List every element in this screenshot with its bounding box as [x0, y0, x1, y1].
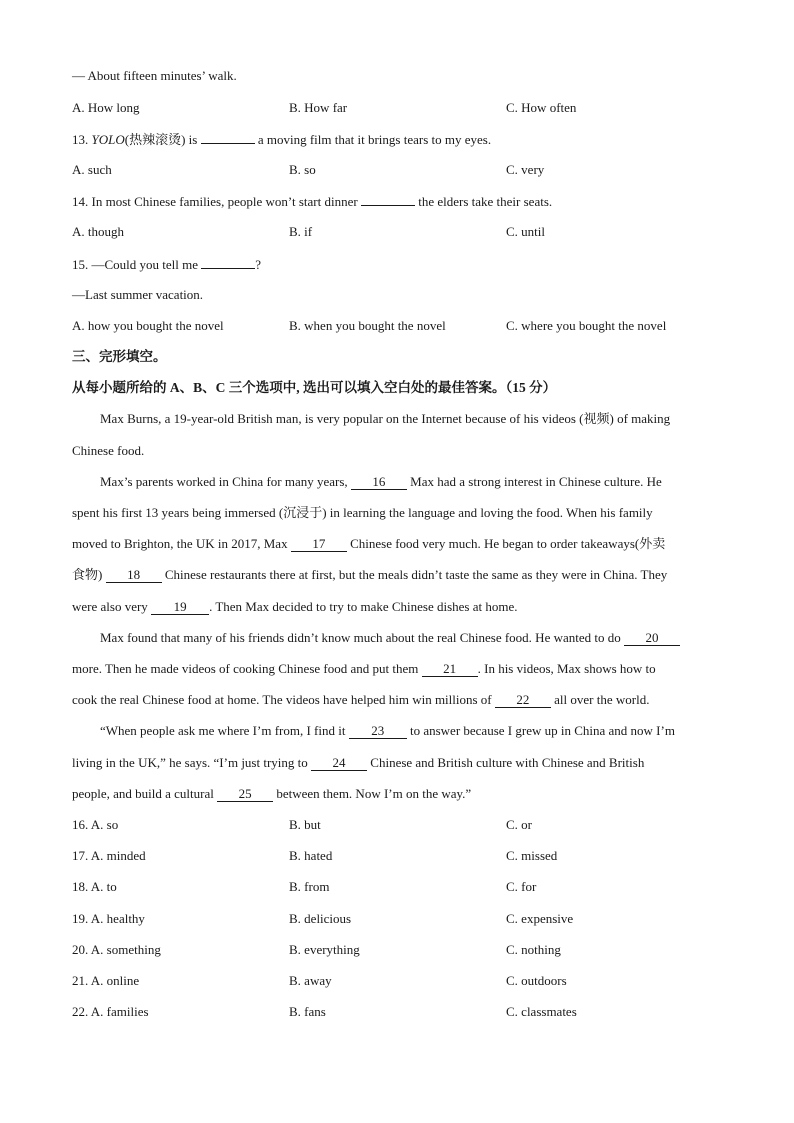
cloze-option-row-16	[0, 817, 794, 833]
option-b: B. from	[289, 879, 330, 894]
q15-options	[0, 318, 794, 334]
q13-stem: 13. YOLO(热辣滚烫) is a moving film that it brings tears to my eyes.	[72, 132, 492, 147]
q15-option-c: C. where you bought the novel	[506, 318, 667, 333]
q14-blank	[361, 193, 415, 206]
blank-18: 18	[106, 568, 162, 583]
option-a: 18. A. to	[72, 879, 117, 894]
cloze-option-row-18	[0, 879, 794, 895]
passage-p1-line1: Max Burns, a 19-year-old British man, is very popular on the Internet because of his videos (视频) of making	[100, 411, 671, 426]
blank-21: 21	[422, 662, 478, 677]
blank-23: 23	[349, 724, 407, 739]
option-c: C. expensive	[506, 911, 574, 926]
blank-25: 25	[217, 787, 273, 802]
option-c: C. for	[506, 879, 537, 894]
cloze-option-row-19	[0, 911, 794, 927]
section-title: 三、完形填空。	[72, 349, 167, 364]
cloze-option-row-17	[0, 848, 794, 864]
q13-option-a: A. such	[72, 162, 112, 177]
blank-22: 22	[495, 693, 551, 708]
section-instruction: 从每小题所给的 A、B、C 三个选项中, 选出可以填入空白处的最佳答案。（15 分）	[72, 380, 557, 395]
passage-p4-line3: people, and build a cultural 25 between them. Now I’m on the way.”	[72, 786, 472, 801]
q14-options	[0, 224, 794, 240]
passage-p3-line2: more. Then he made videos of cooking Chinese food and put them 21 . In his videos, Max shows how to	[72, 661, 656, 676]
q15-option-b: B. when you bought the novel	[289, 318, 446, 333]
option-a: 16. A. so	[72, 817, 119, 832]
q13-blank	[201, 131, 255, 144]
blank-17: 17	[291, 537, 347, 552]
option-a: 22. A. families	[72, 1004, 149, 1019]
passage-p3-line3: cook the real Chinese food at home. The videos have helped him win millions of 22 all over the world.	[72, 692, 650, 707]
q12-option-b: B. How far	[289, 100, 348, 115]
option-b: B. delicious	[289, 911, 352, 926]
option-b: B. everything	[289, 942, 360, 957]
passage-p2-line2: spent his first 13 years being immersed (沉浸于) in learning the language and loving the food. When his family	[72, 505, 653, 520]
q13-option-b: B. so	[289, 162, 316, 177]
passage-p2-line1: Max’s parents worked in China for many years, 16 Max had a strong interest in Chinese culture. He	[100, 474, 662, 489]
cloze-option-row-20	[0, 942, 794, 958]
option-c: C. missed	[506, 848, 558, 863]
q15-stem: 15. —Could you tell me ?	[72, 257, 262, 272]
q15-option-a: A. how you bought the novel	[72, 318, 224, 333]
q13-option-c: C. very	[506, 162, 545, 177]
passage-p4-line2: living in the UK,” he says. “I’m just trying to 24 Chinese and British culture with Chinese and British	[72, 755, 645, 770]
q14-option-c: C. until	[506, 224, 546, 239]
cloze-option-row-21	[0, 973, 794, 989]
q14-stem: 14. In most Chinese families, people won’t start dinner the elders take their seats.	[72, 194, 553, 209]
q14-option-b: B. if	[289, 224, 313, 239]
option-b: B. fans	[289, 1004, 326, 1019]
option-a: 19. A. healthy	[72, 911, 145, 926]
option-b: B. away	[289, 973, 332, 988]
option-c: C. outdoors	[506, 973, 567, 988]
q15-blank	[201, 256, 255, 269]
passage-p1-line2: Chinese food.	[72, 443, 145, 458]
option-b: B. but	[289, 817, 321, 832]
blank-24: 24	[311, 756, 367, 771]
q12-options	[0, 100, 794, 116]
option-b: B. hated	[289, 848, 333, 863]
passage-p2-line4: 食物) 18 Chinese restaurants there at first, but the meals didn’t taste the same as they were in China. They	[72, 567, 668, 582]
cloze-option-row-22	[0, 1004, 794, 1020]
option-c: C. or	[506, 817, 532, 832]
option-a: 17. A. minded	[72, 848, 146, 863]
q13-title: YOLO	[91, 132, 125, 147]
option-a: 20. A. something	[72, 942, 161, 957]
q15-answer-line: —Last summer vacation.	[72, 287, 204, 302]
q13-options	[0, 162, 794, 178]
q12-option-a: A. How long	[72, 100, 140, 115]
blank-16: 16	[351, 475, 407, 490]
option-a: 21. A. online	[72, 973, 140, 988]
option-c: C. classmates	[506, 1004, 577, 1019]
blank-19: 19	[151, 600, 209, 615]
passage-p2-line5: were also very 19 . Then Max decided to try to make Chinese dishes at home.	[72, 599, 518, 614]
passage-p4-line1: “When people ask me where I’m from, I find it 23 to answer because I grew up in China and now I’m	[100, 723, 675, 738]
q14-option-a: A. though	[72, 224, 124, 239]
passage-p3-line1: Max found that many of his friends didn’t know much about the real Chinese food. He wanted to do 20	[100, 630, 680, 646]
q12-answer-line: — About fifteen minutes’ walk.	[72, 68, 237, 83]
option-c: C. nothing	[506, 942, 561, 957]
q12-option-c: C. How often	[506, 100, 577, 115]
blank-20: 20	[624, 631, 680, 646]
passage-p2-line3: moved to Brighton, the UK in 2017, Max 17 Chinese food very much. He began to order takeaways(外卖	[72, 536, 666, 551]
